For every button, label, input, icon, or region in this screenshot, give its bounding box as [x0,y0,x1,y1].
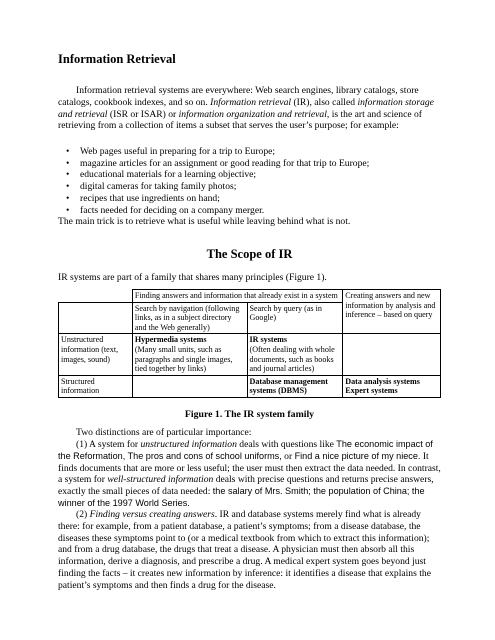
row-label-unstructured: Unstructured information (text, images, sound) [59,334,133,375]
intro-text: Information retrieval systems are everywhere: Web search engines, library catalogs, store catalogs, cookbook indexes, and so on. [58,85,419,108]
text: or [284,450,293,462]
cell-data-analysis: Data analysis systems Expert systems [343,375,441,397]
list-item: • recipes that use ingredients on hand; [80,193,369,205]
ir-family-table [58,289,441,398]
header-finding: Finding answers and information that already exist in a system [132,290,342,303]
main-trick: The main trick is to retrieve what is useful while leaving behind what is not. [58,216,351,227]
example-text: the salary of Mrs. Smith; the population of China; the winner of the 1997 World Series. [58,486,425,508]
example-text: Find a nice picture of my niece. [294,450,421,461]
list-item: • educational materials for a learning objective; [80,169,369,181]
distinctions-lead: Two distinctions are of particular importance: [76,427,252,438]
subheader-navigation: Search by navigation (following links, as in a subject directory and the Web generally) [132,302,247,334]
term-isr: information storage and retrieval [58,96,434,120]
list-item: • digital cameras for taking family photos; [80,181,369,193]
cell-title: Hypermedia systems [134,335,207,345]
cell-ir-systems [247,334,343,375]
cell-body: (Many small units, such as paragraphs and single images, tied together by links) [134,344,233,374]
term: Finding versus creating answers [89,509,215,520]
term-ir: Information retrieval [210,96,292,108]
intro-text-4: , is the art and science of retrieving from a collection of items a subset that serves the user’s purpose; for example: [58,108,423,132]
cell-empty [132,375,247,397]
example-text: The economic impact of the Reformation, The pros and cons of school uniforms, [58,439,433,461]
cell-title: IR systems [249,335,288,345]
cell-empty [343,334,441,375]
cell-body: (Often dealing with whole documents, such as books and journal articles) [249,344,335,374]
term-ior: information organization and retrieval [178,108,327,120]
text: deals with precise questions and returns precise answers, exactly the small pieces of data needed: [58,474,434,498]
term: well-structured information [107,474,214,486]
row-label-structured: Structured information [59,375,133,397]
distinction-2 [58,509,441,592]
header-creating: Creating answers and new information by analysis and inference – based on query [343,290,441,334]
scope-lead: IR systems are part of a family that shares many principles (Figure 1). [58,272,327,283]
text: (1) A system for [76,439,139,450]
example-list [58,146,369,216]
text: . IR and database systems merely find what is already there: for example, from a patient database, a patient’s symptoms; from a disease database, the diseases these symptoms point to (or a medical textbook from which to extract this information); and from a drug database, the drugs that treat a disease. A physician must then absorb all this information, derive a diagnosis, and prescribe a drug. A medical expert system goes beyond just finding the facts – it creates new information by inference: it identifies a disease that explains the patient’s symptoms and then finds a drug for the disease. [58,509,431,591]
subheader-query: Search by query (as in Google) [247,302,343,334]
cell-hypermedia [132,334,247,375]
list-item: • facts needed for deciding on a company merger. [80,205,369,217]
intro-paragraph [58,85,441,132]
figure-caption: Figure 1. The IR system family [184,409,315,420]
intro-text-3: (ISR or ISAR) or [109,108,177,120]
list-item: • Web pages useful in preparing for a trip to Europe; [80,146,369,158]
intro-text-2: (IR), also called [293,96,356,108]
text: (2) [76,509,88,520]
term: unstructured information [140,439,237,450]
section-title: The Scope of IR [206,247,293,261]
text: deals with questions like [239,439,334,450]
distinction-1 [58,439,441,510]
text: It finds documents that are more or less useful; the user must then extract the data needed. In contrast, a system for [58,450,441,486]
list-item: • magazine articles for an assignment or good reading for that trip to Europe; [80,158,369,170]
table-corner [59,290,133,303]
page-title: Information Retrieval [58,52,176,66]
table-corner-cell [59,302,133,334]
cell-dbms: Database management systems (DBMS) [247,375,343,397]
